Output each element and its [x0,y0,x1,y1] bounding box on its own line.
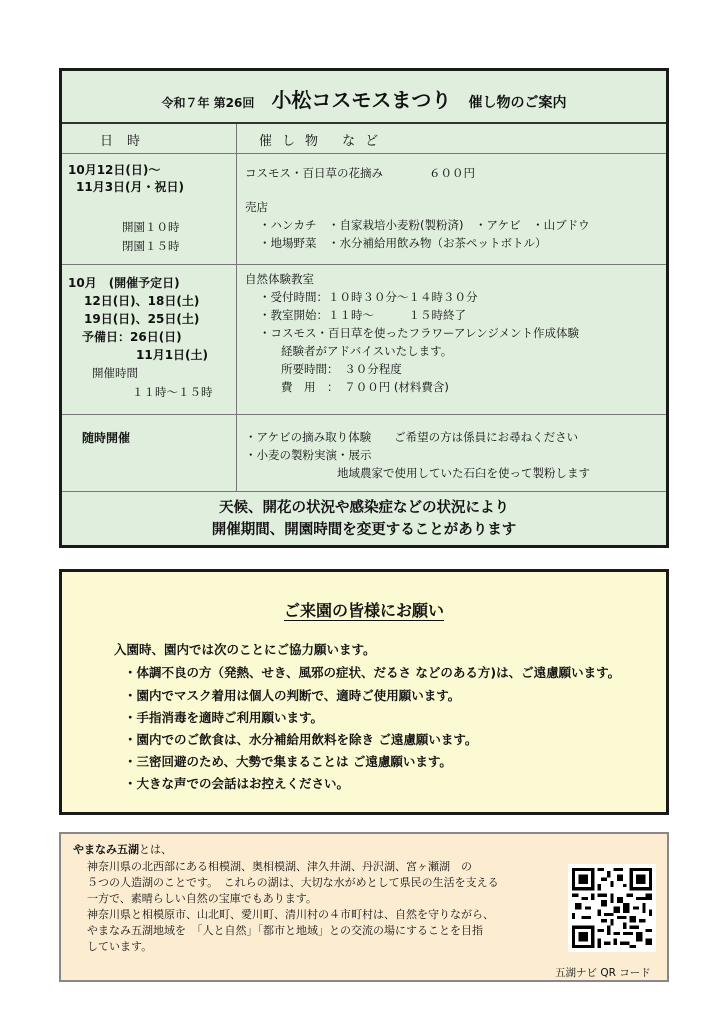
event-text: ・教室開始：１１時～ １５時終了 [259,308,466,322]
date-text: 11月3日(月・祝日) [76,180,185,194]
request-intro: 入園時、園内では次のことにご協力願います。 [114,642,376,657]
qr-code-icon [572,868,652,948]
visitor-request-box [59,569,669,815]
closing-time: 閉園１５時 [122,239,180,253]
table-row [62,265,666,415]
info-text: 一方で、素晴らしい自然の宝庫でもあります。 [87,892,317,905]
title-prefix: 令和７年 第26回 [161,96,255,110]
date-text: 12日(日)、18日(土) [84,294,200,308]
title-suffix: 催し物のご案内 [468,95,567,111]
info-heading-name: やまなみ五湖 [73,843,139,856]
qr-code[interactable] [568,864,656,952]
info-text: やまなみ五湖地域を 「人と自然」「都市と地域」との交流の場にすることを目指 [87,924,483,937]
event-text: ・地場野菜 ・水分補給用飲み物（お茶ペットボトル） [259,236,547,250]
list-item: ・園内でマスク着用は個人の判断で、適時ご使用願います。 [124,688,461,703]
column-header-events: 催し物 など [259,134,389,149]
list-item: ・体調不良の方（発熱、せき、風邪の症状、だるさ などのある方)は、ご遠慮願います。 [124,665,621,680]
opening-time: 開園１０時 [122,220,180,234]
info-text: 神奈川県の北西部にある相模湖、奥相模湖、津久井湖、丹沢湖、宮ヶ瀬湖 の [87,860,472,873]
notice-text: 開催期間、開園時間を変更することがあります [211,522,517,538]
info-heading [73,844,172,855]
event-text: 売店 [245,200,268,214]
date-text: 10月12日(日)～ [68,163,161,177]
event-text: ・小麦の製粉実演・展示 [245,448,372,462]
table-row [62,154,666,265]
time-text: １１時～１５時 [132,385,213,399]
event-text: 所要時間： ３０分程度 [281,362,402,376]
date-text: 19日(日)、25日(土) [84,312,200,326]
column-header-date: 日時 [100,134,155,149]
date-text: 10月 (開催予定日) [68,276,180,290]
date-text: 11月1日(土) [136,348,209,362]
info-heading-suffix: とは、 [139,843,172,856]
list-item: ・園内でのご飲食は、水分補給用飲料を除き ご遠慮願います。 [124,732,478,747]
table-row [62,415,666,492]
notice-row [62,492,666,545]
time-label: 開催時間 [92,366,138,380]
date-text: 随時開催 [82,431,131,445]
date-text: 予備日：26日(日) [82,330,182,344]
event-text: 自然体験教室 [245,272,314,286]
event-text: 費 用 ： ７００円 (材料費含) [281,380,449,394]
list-item: ・手指消毒を適時ご利用願います。 [124,710,324,725]
event-text: コスモス・百日草の花摘み ６００円 [245,166,475,180]
event-text: ・受付時間：１０時３０分～１４時３０分 [259,290,478,304]
request-title: ご来園の皆様にお願い [283,601,444,620]
table-title-row [62,71,666,124]
info-text: しています。 [87,940,153,953]
event-text: ・ハンカチ ・自家栽培小麦粉(製粉済) ・アケビ ・山ブドウ [259,218,590,232]
list-item: ・大きな声での会話はお控えください。 [124,776,350,791]
info-box [59,832,669,982]
info-text: ５つの人造湖のことです。 これらの湖は、大切な水がめとして県民の生活を支える [87,876,499,889]
notice-text: 天候、開花の状況や感染症などの状況により [219,500,509,516]
page-title [62,84,666,113]
qr-code-label: 五湖ナビ QR コード [555,967,651,979]
info-text: 神奈川県と相模原市、山北町、愛川町、清川村の４市町村は、自然を守りながら、 [87,908,494,921]
events-table [59,68,669,548]
event-text: ・コスモス・百日草を使ったフラワーアレンジメント作成体験 [259,326,580,340]
list-item: ・三密回避のため、大勢で集まることは ご遠慮願います。 [124,754,452,769]
table-header-row [62,124,666,154]
event-text: 経験者がアドバイスいたします。 [281,344,453,358]
festival-name: 小松コスモスまつり [271,88,452,112]
event-text: ・アケビの摘み取り体験 ご希望の方は係員にお尋ねください [245,430,579,444]
event-text: 地域農家で使用していた石臼を使って製粉します [337,466,590,480]
